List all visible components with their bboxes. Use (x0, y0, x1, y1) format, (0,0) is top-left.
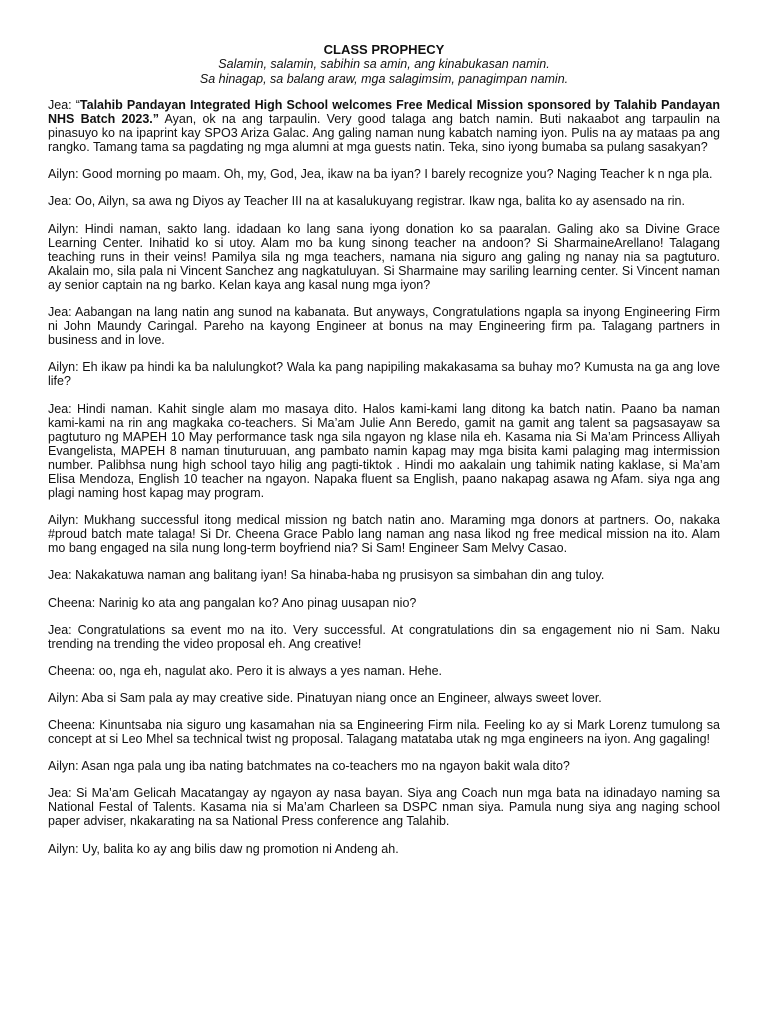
document-header (48, 42, 720, 86)
paragraph (48, 167, 720, 181)
paragraph (48, 718, 720, 746)
paragraph (48, 222, 720, 292)
paragraph (48, 786, 720, 828)
paragraph (48, 360, 720, 388)
paragraph (48, 842, 720, 856)
paragraph-text: Jea: Hindi naman. Kahit single alam mo masaya dito. Halos kami-kami lang ditong ka batch natin. Paano ba naman kami-kami na rin ang magkaka co-teachers. Si Ma’am Julie Ann Beredo, gamit na gamit ang talent sa pagsasayaw sa pagtuturo ng MAPEH 10 May performance task nga sila ngayon ng klase nila eh. Kasama nia Si Ma’am Princess Alliyah Evangelista, MAPEH 8 naman tinuturuuan, ang pambato namin kapag may mga bisita kami palaging mag intermission number. Palibhsa nung high school tayo hilig ang pagti-tiktok . Hindi mo aakalain ung tahimik nating kaklase, si Ma’am Elisa Mendoza, English 10 teacher na ngayon. Napaka fluent sa English, paano nakapag asawa ng Afam. siya nga ang plagi naming host kapag may program. (48, 401, 720, 501)
paragraph-text: Jea: Oo, Ailyn, sa awa ng Diyos ay Teacher III na at kasalukuyang registrar. Ikaw nga, balita ko ay asensado na rin. (48, 194, 685, 209)
paragraph-bold: Talahib Pandayan Integrated High School welcomes Free Medical Mission sponsored by Talahib Pandayan NHS Batch 2023.” (48, 98, 721, 127)
paragraph-text: Jea: Aabangan na lang natin ang sunod na kabanata. But anyways, Congratulations ngapla sa inyong Engineering Firm ni John Maundy Caringal. Pareho na kayong Engineer at bonus na may Engineering firm pa. Talagang partners in business and in love. (48, 305, 720, 348)
paragraph-text: Ailyn: Eh ikaw pa hindi ka ba nalulungkot? Wala ka pang napipiling makakasama sa buhay mo? Kumusta na ga ang love life? (48, 360, 720, 389)
paragraph (48, 596, 720, 610)
document-title: CLASS PROPHECY (323, 42, 445, 57)
paragraph-text: Jea: Congratulations sa event mo na ito. Very successful. At congratulations din sa engagement nio ni Sam. Naku trending na trending the video proposal eh. Ang creative! (48, 622, 720, 651)
paragraph-text: Ailyn: Aba si Sam pala ay may creative side. Pinatuyan niang once an Engineer, always sweet lover. (48, 690, 602, 705)
paragraph (48, 568, 720, 582)
paragraph-text: Ayan, ok na ang tarpaulin. Very good talaga ang batch namin. Buti nakaabot ang tarpaulin na pinasuyo ko na ipaprint kay SPO3 Ariza Galac. Ang galing naman nung kabatch naming iyon. Pulis na ay mataas pa ang rangko. Tamang tama sa pagdating ng mga alumni at mga guests natin. Teka, sino iyong bumaba sa pulang sasakyan? (48, 112, 720, 155)
paragraph-text: Ailyn: Mukhang successful itong medical mission ng batch natin ano. Maraming mga donors at partners. Oo, nakaka #proud batch mate talaga! Si Dr. Cheena Grace Pablo lang naman ang nasa likod ng free medical mission na ito. Alam mo bang engaged na sila nung long-term boyfriend nia? Si Sam! Engineer Sam Melvy Casao. (48, 513, 720, 556)
paragraph-text: Jea: Nakakatuwa naman ang balitang iyan! Sa hinaba-haba ng prusisyon sa simbahan din ang tuloy. (48, 568, 605, 583)
paragraph (48, 402, 720, 501)
paragraph-text: Ailyn: Asan nga pala ung iba nating batchmates na co-teachers mo na ngayon bakit wala dito? (48, 759, 570, 774)
paragraph-text: Ailyn: Good morning po maam. Oh, my, God, Jea, ikaw na ba iyan? I barely recognize you? Naging Teacher k n nga pla. (48, 167, 713, 182)
document-subtitle-line: Salamin, salamin, sabihin sa amin, ang kinabukasan namin. (218, 57, 550, 71)
document-subtitle-line: Sa hinagap, sa balang araw, mga salagimsim, panagimpan namin. (199, 71, 569, 86)
paragraph-text: Jea: Si Ma’am Gelicah Macatangay ay ngayon ay nasa bayan. Siya ang Coach nun mga bata na idinadayo naming sa National Festal of Talents. Kasama nia si Ma’am Charleen sa DSPC nman siya. Pamula nung siya ang naging school paper adviser, nkakarating na sa National Press conference ang Talahib. (48, 786, 720, 829)
paragraph (48, 98, 720, 154)
paragraph (48, 513, 720, 555)
paragraph (48, 691, 720, 705)
paragraph (48, 305, 720, 347)
paragraph-text: Cheena: Kinuntsaba nia siguro ung kasamahan nia sa Engineering Firm nila. Feeling ko ay si Mark Lorenz tumulong sa concept at si Leo Mhel sa technical twist ng proposal. Talagang matataba utak ng mga engineers na iyon. Ang gagaling! (48, 718, 720, 747)
paragraph (48, 194, 720, 208)
document-body (48, 98, 720, 856)
paragraph (48, 623, 720, 651)
paragraph-text: Ailyn: Hindi naman, sakto lang. idadaan ko lang sana iyong donation ko sa paaralan. Galing ako sa Divine Grace Learning Center. Inihatid ko si utoy. Alam mo ba kung sinong teacher na andoon? Si SharmaineArellano! Talagang teaching runs in their veins! Pamilya sila ng mga teachers, namana nia siguro ang galing ng nanay nia sa pagtuturo. Akalain mo, sila pala ni Vincent Sanchez ang nagkatuluyan. Si Sharmaine may sariling learning center. Si Vincent naman ay senior captain na ng barko. Kelan kaya ang kasal nung mga iyon? (48, 221, 720, 292)
paragraph-text: Cheena: Narinig ko ata ang pangalan ko? Ano pinag uusapan nio? (48, 595, 417, 610)
paragraph (48, 759, 720, 773)
paragraph-prefix: Jea: “ (48, 98, 80, 112)
paragraph-text: Ailyn: Uy, balita ko ay ang bilis daw ng promotion ni Andeng ah. (48, 841, 399, 856)
paragraph (48, 664, 720, 678)
paragraph-text: Cheena: oo, nga eh, nagulat ako. Pero it is always a yes naman. Hehe. (48, 663, 442, 678)
